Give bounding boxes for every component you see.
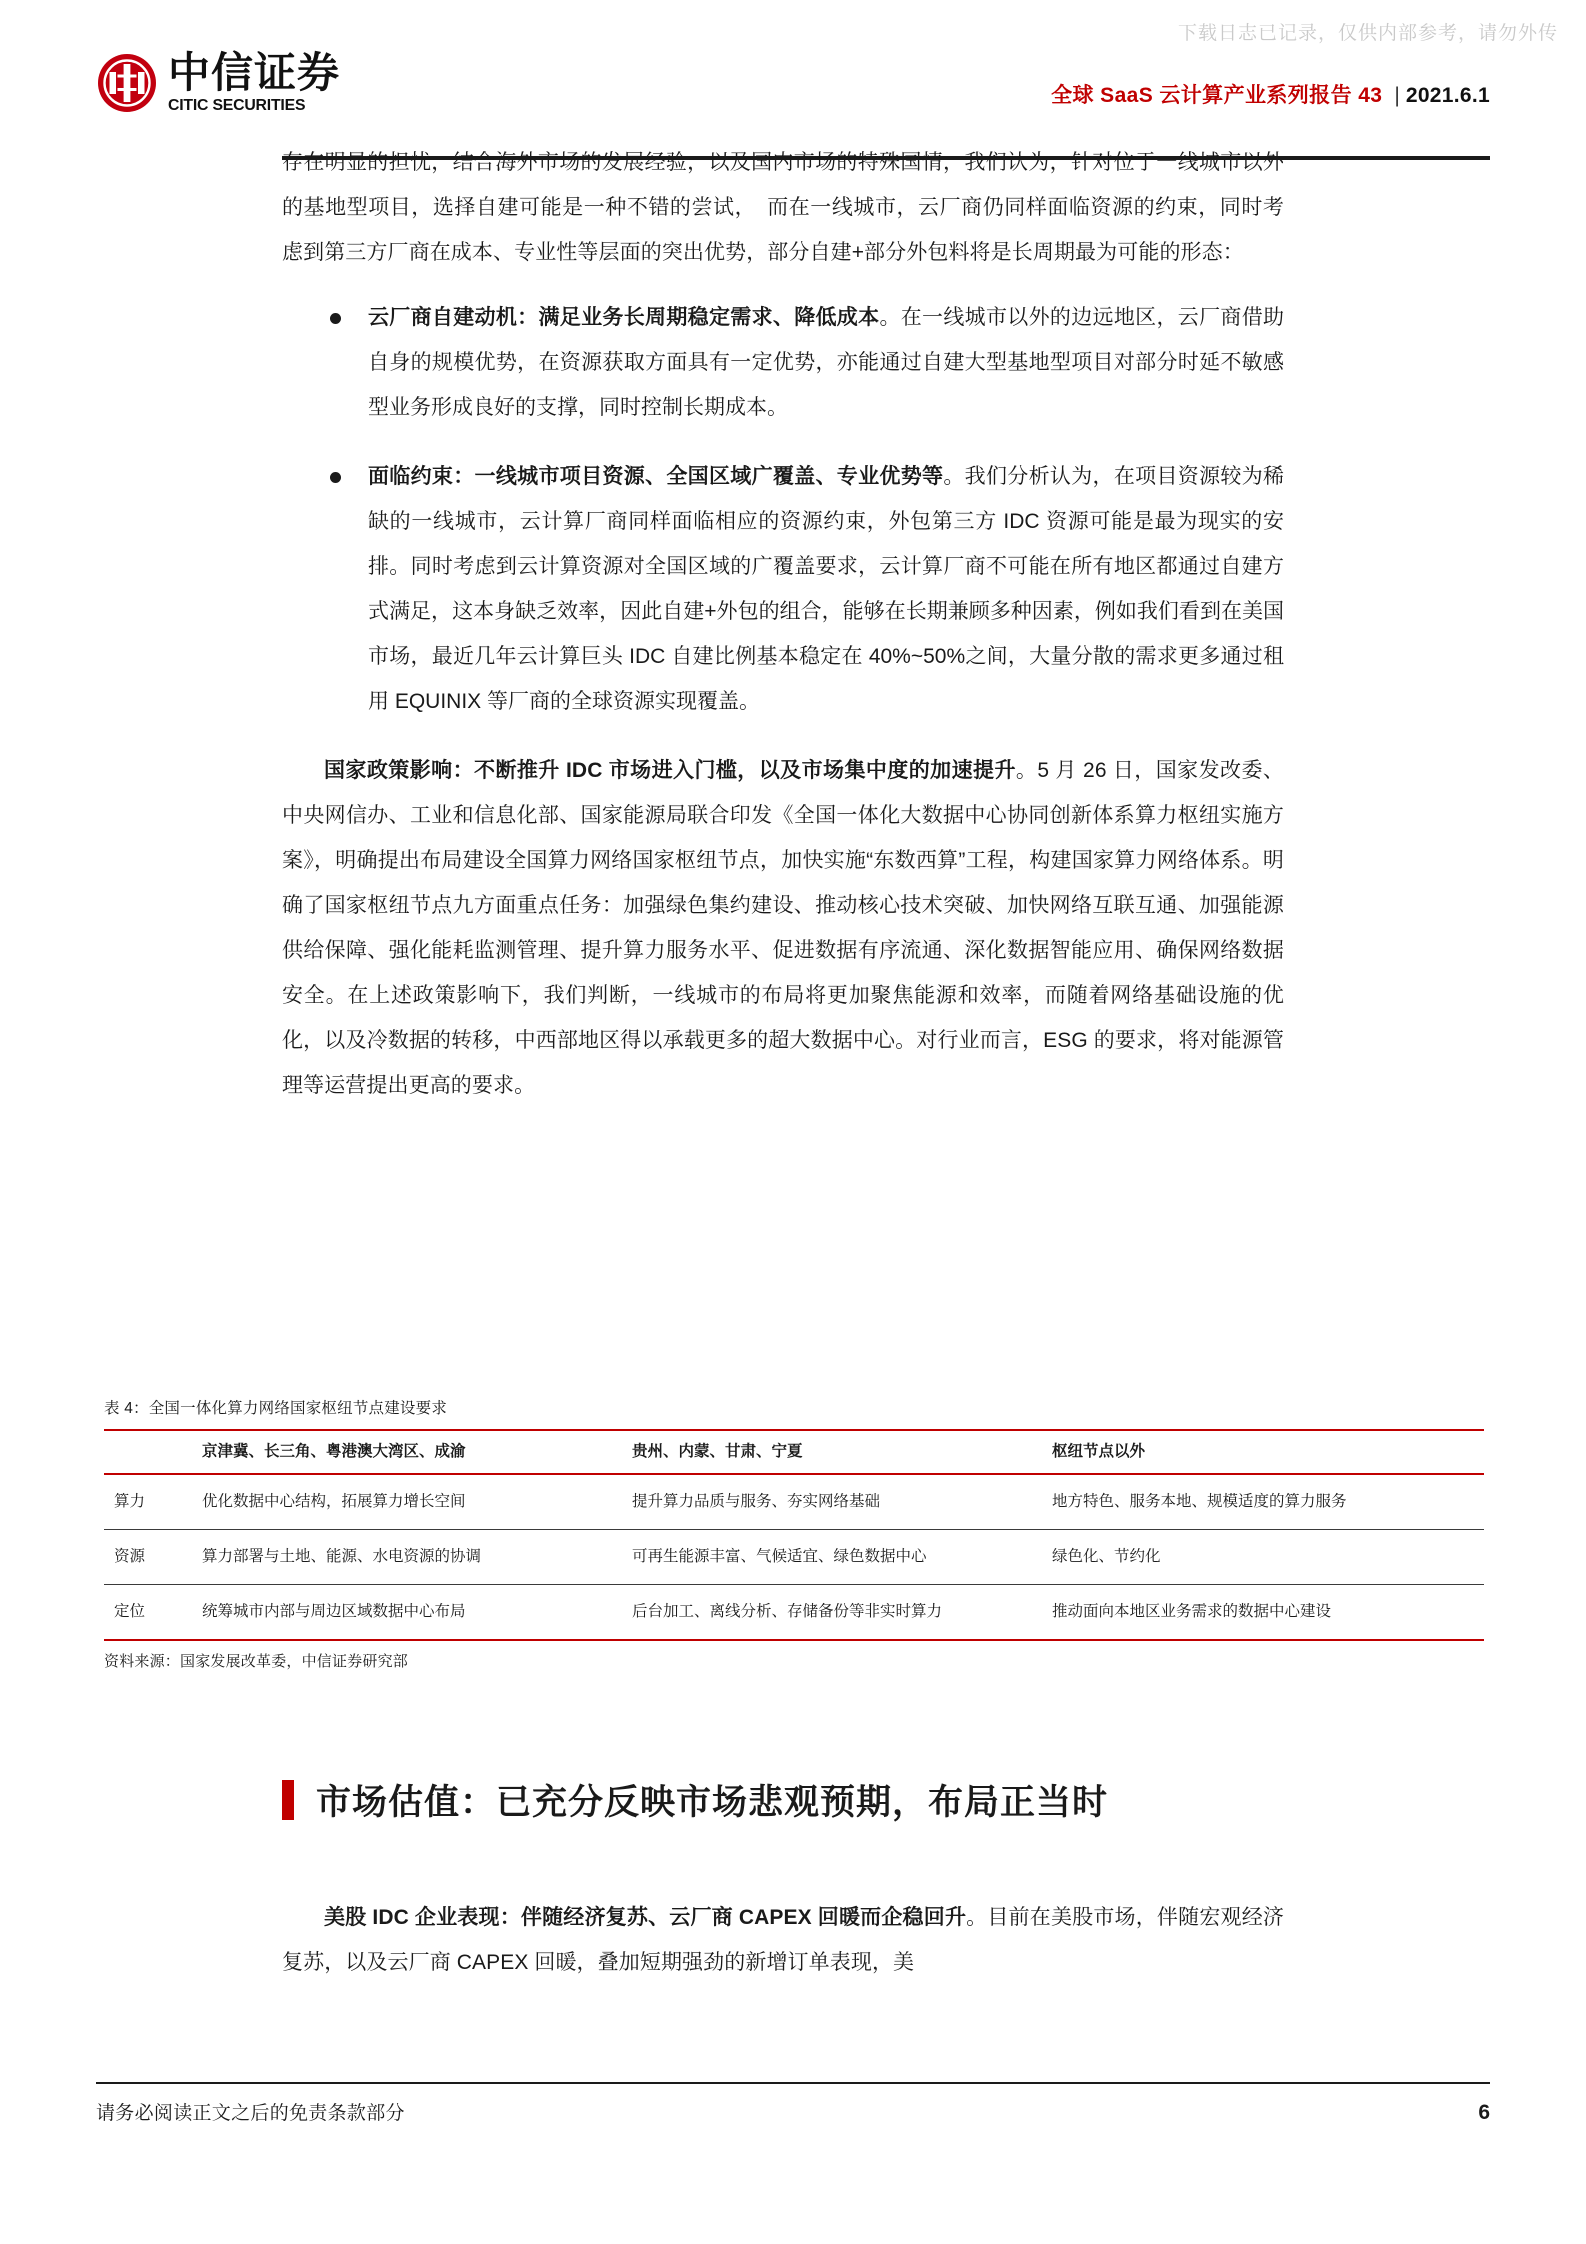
requirements-table: [104, 1429, 1484, 1641]
bullet-lead-2: 面临约束：一线城市项目资源、全国区域广覆盖、专业优势等: [368, 465, 944, 488]
brand-name-cn: 中信证券: [168, 48, 341, 98]
tail-lead: 美股 IDC 企业表现：伴随经济复苏、云厂商 CAPEX 回暖而企稳回升: [324, 1906, 967, 1929]
list-item: [282, 454, 1284, 724]
header-title-block: [1051, 79, 1490, 109]
table-row: [104, 1530, 1484, 1585]
row-label-resource: 资源: [104, 1530, 192, 1585]
bullet-list: [282, 295, 1284, 724]
paragraph-policy: [282, 748, 1284, 1108]
main-content: [282, 140, 1284, 1108]
section-heading: [282, 1775, 1108, 1825]
cell-resource-1: 算力部署与土地、能源、水电资源的协调: [192, 1530, 622, 1585]
table-header-blank: [104, 1430, 192, 1474]
page-number: 6: [1478, 2101, 1490, 2124]
cell-resource-3: 绿色化、节约化: [1042, 1530, 1484, 1585]
tail-rest: 。目前在美股市场，伴随宏观经济复苏，以及云厂商 CAPEX 回暖，叠加短期强劲的新增订单表现，美: [282, 1906, 1285, 1974]
policy-rest: 。5 月 26 日，国家发改委、中央网信办、工业和信息化部、国家能源局联合印发《全国一体化大数据中心协同创新体系算力枢纽实施方案》，明确提出布局建设全国算力网络国家枢纽节点，加快实施“东数西算”工程，构建国家算力网络体系。明确了国家枢纽节点九方面重点任务：加强绿色集约建设、推动核心技术突破、加快网络互联互通、加强能源供给保障、强化能耗监测管理、提升算力服务水平、促进数据有序流通、深化数据智能应用、确保网络数据安全。在上述政策影响下，我们判断，一线城市的布局将更加聚焦能源和效率，而随着网络基础设施的优化，以及冷数据的转移，中西部地区得以承载更多的超大数据中心。对行业而言，ESG 的要求，将对能源管理等运营提出更高的要求。: [282, 759, 1284, 1097]
table-header-row: [104, 1430, 1484, 1474]
cell-positioning-2: 后台加工、离线分析、存储备份等非实时算力: [622, 1585, 1042, 1641]
table-header-col-3: 枢纽节点以外: [1042, 1430, 1484, 1474]
bullet-rest-2: 。我们分析认为，在项目资源较为稀缺的一线城市，云计算厂商同样面临相应的资源约束，外包第三方 IDC 资源可能是最为现实的安排。同时考虑到云计算资源对全国区域的广覆盖要求，云计算厂商不可能在所有地区都通过自建方式满足，这本身缺乏效率，因此自建+外包的组合，能够在长期兼顾多种因素，例如我们看到在美国市场，最近几年云计算巨头 IDC 自建比例基本稳定在 40%~50%之间，大量分散的需求更多通过租用 EQUINIX 等厂商的全球资源实现覆盖。: [368, 465, 1285, 713]
heading-accent-bar-icon: [282, 1780, 294, 1820]
table-row: [104, 1474, 1484, 1530]
cell-compute-2: 提升算力品质与服务、夯实网络基础: [622, 1474, 1042, 1530]
row-label-compute: 算力: [104, 1474, 192, 1530]
paragraph-intro: 存在明显的担忧，结合海外市场的发展经验，以及国内市场的特殊国情，我们认为，针对位于一线城市以外的基地型项目，选择自建可能是一种不错的尝试， 而在一线城市，云厂商仍同样面临资源的约束，同时考虑到第三方厂商在成本、专业性等层面的突出优势，部分自建+部分外包料将是长周期最为可能的形态：: [282, 151, 1284, 264]
table-source-note: 资料来源：国家发展改革委，中信证券研究部: [104, 1653, 409, 1670]
footer-divider-line: [96, 2082, 1490, 2084]
report-date: 2021.6.1: [1405, 84, 1490, 107]
paragraph-tail: [282, 1895, 1284, 1985]
cell-positioning-1: 统筹城市内部与周边区域数据中心布局: [192, 1585, 622, 1641]
policy-lead: 国家政策影响：不断推升 IDC 市场进入门槛，以及市场集中度的加速提升: [324, 759, 1016, 782]
page-footer: [96, 2098, 1490, 2125]
footer-disclaimer: 请务必阅读正文之后的免责条款部分: [96, 2103, 405, 2124]
cell-positioning-3: 推动面向本地区业务需求的数据中心建设: [1042, 1585, 1484, 1641]
list-item: [282, 295, 1284, 430]
citic-logo-icon: [96, 52, 158, 114]
table-block: [104, 1396, 1484, 1671]
watermark-text: 下载日志已记录，仅供内部参考，请勿外传: [1177, 23, 1558, 44]
table-caption: 表 4：全国一体化算力网络国家枢纽节点建设要求: [104, 1400, 448, 1417]
cell-compute-3: 地方特色、服务本地、规模适度的算力服务: [1042, 1474, 1484, 1530]
brand-wordmark: [168, 48, 341, 115]
bullet-rest-1: 。在一线城市以外的边远地区，云厂商借助自身的规模优势，在资源获取方面具有一定优势，亦能通过自建大型基地型项目对部分时延不敏感型业务形成良好的支撑，同时控制长期成本。: [368, 306, 1285, 419]
report-series-title: 全球 SaaS 云计算产业系列报告 43: [1051, 84, 1383, 107]
brand-name-en: CITIC SECURITIES: [168, 97, 306, 115]
table-row: [104, 1585, 1484, 1641]
table-header-col-2: 贵州、内蒙、甘肃、宁夏: [622, 1430, 1042, 1474]
row-label-positioning: 定位: [104, 1585, 192, 1641]
cell-resource-2: 可再生能源丰富、气候适宜、绿色数据中心: [622, 1530, 1042, 1585]
bullet-lead-1: 云厂商自建动机：满足业务长周期稳定需求、降低成本: [368, 306, 880, 329]
title-divider: |: [1394, 84, 1400, 107]
table-header-col-1: 京津冀、长三角、粤港澳大湾区、成渝: [192, 1430, 622, 1474]
brand-logo: [96, 48, 341, 115]
tail-section: [282, 1895, 1284, 1985]
section-heading-text: 市场估值：已充分反映市场悲观预期，布局正当时: [316, 1783, 1109, 1822]
cell-compute-1: 优化数据中心结构，拓展算力增长空间: [192, 1474, 622, 1530]
